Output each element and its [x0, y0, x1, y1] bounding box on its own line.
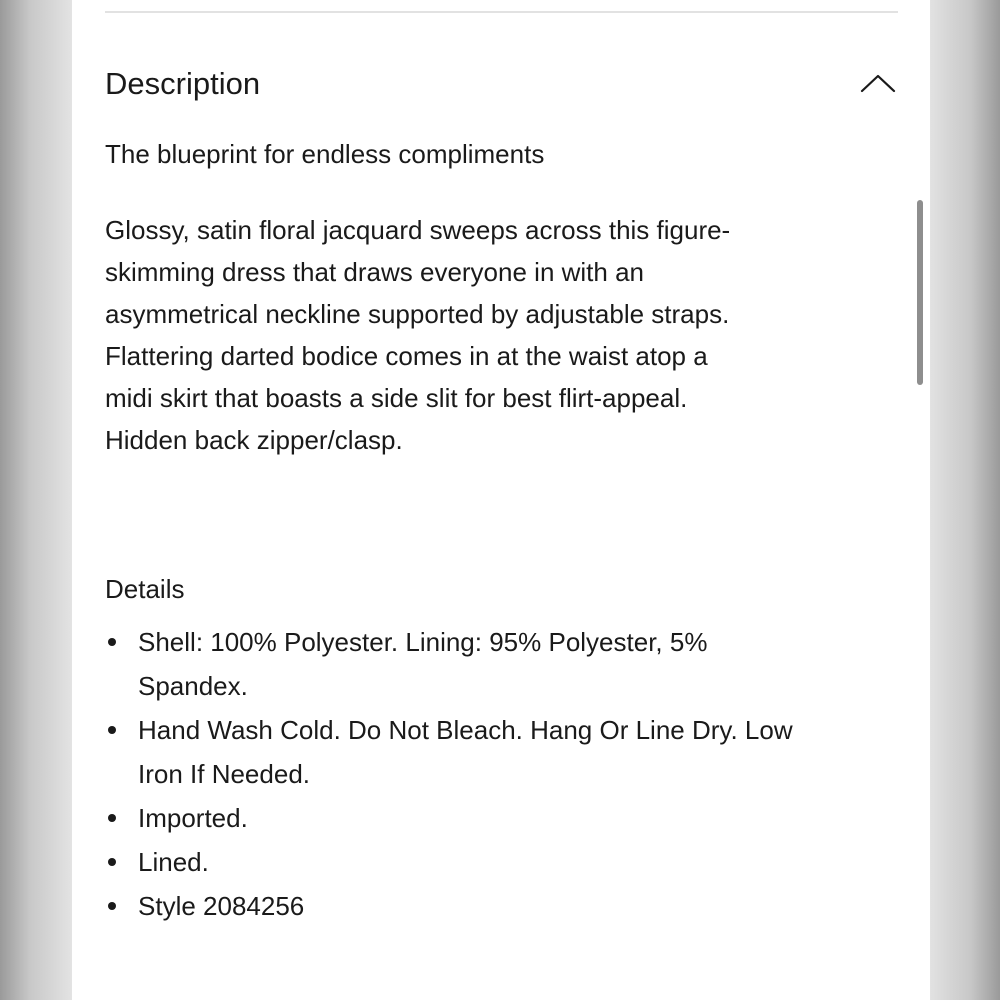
description-line: Hidden back zipper/clasp. [105, 425, 403, 455]
details-item-line: Shell: 100% Polyester. Lining: 95% Polyester, 5% [138, 627, 708, 657]
details-item-line: Hand Wash Cold. Do Not Bleach. Hang Or Line Dry. Low [138, 715, 793, 745]
description-line: skimming dress that draws everyone in with an [105, 257, 645, 287]
product-info-panel [72, 0, 930, 1000]
bullet-icon [108, 726, 116, 734]
description-accordion-header[interactable] [105, 58, 898, 110]
details-item-line: Spandex. [138, 671, 248, 701]
details-title: Details [105, 574, 185, 604]
details-list-item [105, 840, 905, 884]
bullet-icon [108, 858, 116, 866]
details-list-item [105, 884, 905, 928]
details-item-line: Imported. [138, 803, 248, 833]
top-divider [105, 11, 898, 13]
details-item-line: Iron If Needed. [138, 759, 310, 789]
bullet-icon [108, 814, 116, 822]
description-line: Flattering darted bodice comes in at the waist atop a [105, 341, 708, 371]
details-list [105, 620, 905, 928]
details-item-line: Style 2084256 [138, 891, 305, 921]
description-text [105, 209, 885, 461]
collapse-toggle-button[interactable] [858, 58, 898, 108]
description-line: Glossy, satin floral jacquard sweeps across this figure- [105, 215, 731, 245]
description-line: midi skirt that boasts a side slit for best flirt-appeal. [105, 383, 688, 413]
details-list-item [105, 796, 905, 840]
section-title: Description [105, 66, 261, 101]
description-line: asymmetrical neckline supported by adjustable straps. [105, 299, 730, 329]
bullet-icon [108, 638, 116, 646]
details-item-line: Lined. [138, 847, 209, 877]
scrollbar-thumb[interactable] [917, 200, 923, 385]
chevron-up-icon [860, 73, 896, 93]
details-list-item [105, 708, 905, 796]
details-list-item [105, 620, 905, 708]
description-subheading: The blueprint for endless compliments [105, 139, 545, 169]
bullet-icon [108, 902, 116, 910]
